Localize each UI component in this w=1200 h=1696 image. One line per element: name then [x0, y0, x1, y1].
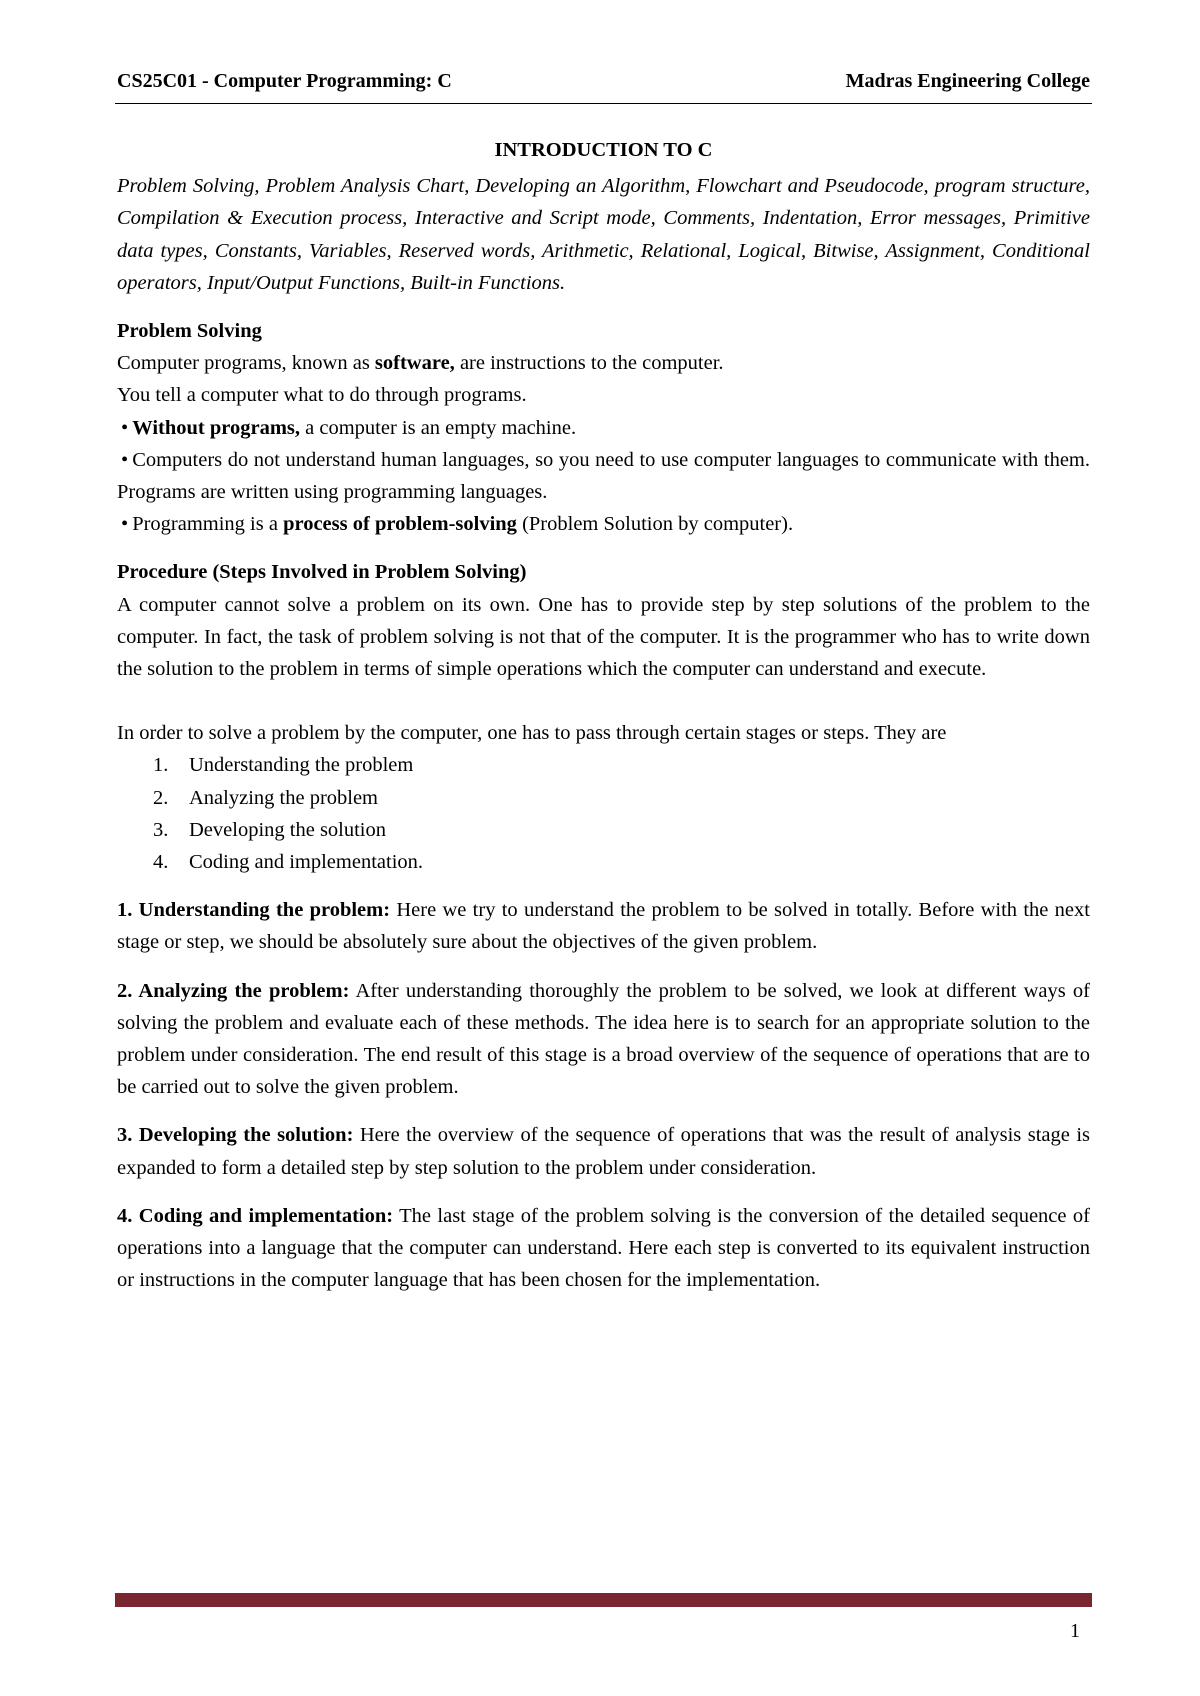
list-item — [117, 749, 1090, 781]
list-item-number: 2. — [153, 786, 169, 809]
heading-problem-solving: Problem Solving — [117, 320, 262, 343]
detail-text: The last stage of the problem solving is the conversion of the detailed sequence of operations into a language that the computer can understand. Here each step is converted to its equivalent instruction or instructions in the computer language that has been chosen for the implementation. — [117, 1204, 1090, 1292]
bullet-without-programs — [117, 412, 1090, 444]
programs-line: You tell a computer what to do through programs. — [117, 384, 527, 407]
list-item-text: Coding and implementation. — [189, 851, 424, 874]
heading-procedure: Procedure (Steps Involved in Problem Solving) — [117, 561, 527, 584]
list-item-number: 4. — [153, 851, 169, 874]
bullet1-bold: Without programs, — [132, 416, 301, 439]
software-line-bold: software, — [374, 352, 455, 375]
list-item-text: Analyzing the problem — [189, 786, 379, 809]
list-item — [117, 846, 1090, 878]
page-header — [117, 70, 1090, 102]
software-line-c: are instructions to the computer. — [454, 352, 724, 375]
steps-list — [117, 749, 1090, 878]
topics-list: Problem Solving, Problem Analysis Chart, Developing an Algorithm, Flowchart and Pseudocode, program structure, Compilation & Execution process, Interactive and Script mode, Comments, Indentation, Error messages, Primitive data types, Constants, Variables, Reserved words, Arithmetic, Relational, Logical, Bitwise, Assignment, Conditional operators, Input/Output Functions, Built-in Functions. — [117, 175, 1090, 294]
header-rule — [115, 103, 1092, 104]
bullet3-bold: process of problem-solving — [283, 513, 517, 536]
stages-intro: In order to solve a problem by the computer, one has to pass through certain stages or steps. They are — [117, 722, 947, 745]
detail-developing — [117, 1119, 1090, 1183]
bullet-icon: • — [121, 448, 129, 471]
page-title: INTRODUCTION TO C — [494, 139, 713, 161]
procedure-paragraph: A computer cannot solve a problem on its own. One has to provide step by step solutions of the problem to the computer. In fact, the task of problem solving is not that of the computer. It is the programmer who has to write down the solution to the problem in terms of simple operations which the computer can understand and execute. — [117, 593, 1090, 681]
bullet-languages — [117, 444, 1090, 508]
bullet3-text-c: (Problem Solution by computer). — [516, 513, 794, 536]
bullet3-text-a: Programming is a — [132, 513, 284, 536]
header-course: CS25C01 - Computer Programming: C — [117, 70, 452, 92]
software-line — [117, 347, 1090, 379]
bullet2-text: Computers do not understand human languages, so you need to use computer languages to communicate with them. Programs are written using programming languages. — [117, 448, 1090, 504]
header-college: Madras Engineering College — [845, 70, 1090, 92]
detail-coding — [117, 1200, 1090, 1297]
list-item-number: 3. — [153, 818, 169, 841]
detail-label: 3. Developing the solution: — [117, 1124, 354, 1147]
list-item-number: 1. — [153, 754, 169, 777]
software-line-a: Computer programs, known as — [117, 352, 375, 375]
detail-label: 4. Coding and implementation: — [117, 1204, 394, 1227]
detail-text: Here the overview of the sequence of operations that was the result of analysis stage is expanded to form a detailed step by step solution to the problem under consideration. — [117, 1124, 1090, 1179]
detail-label: 2. Analyzing the problem: — [117, 979, 350, 1002]
detail-label: 1. Understanding the problem: — [117, 899, 391, 922]
detail-understanding — [117, 894, 1090, 958]
list-item-text: Developing the solution — [189, 818, 387, 841]
list-item — [117, 782, 1090, 814]
page-content — [117, 134, 1090, 1297]
bullet-programming — [117, 508, 1090, 540]
bullet-icon: • — [121, 513, 129, 536]
list-item-text: Understanding the problem — [189, 754, 414, 777]
footer-bar — [115, 1593, 1092, 1607]
list-item — [117, 814, 1090, 846]
detail-analyzing — [117, 975, 1090, 1104]
bullet-icon: • — [121, 416, 129, 439]
detail-text: After understanding thoroughly the problem to be solved, we look at different ways of solving the problem and evaluate each of these methods. The idea here is to search for an appropriate solution to the problem under consideration. The end result of this stage is a broad overview of the sequence of operations that are to be carried out to solve the given problem. — [117, 979, 1090, 1099]
page-number: 1 — [1070, 1620, 1080, 1642]
bullet1-text: a computer is an empty machine. — [300, 416, 577, 439]
detail-text: Here we try to understand the problem to be solved in totally. Before with the next stage or step, we should be absolutely sure about the objectives of the given problem. — [117, 899, 1090, 954]
